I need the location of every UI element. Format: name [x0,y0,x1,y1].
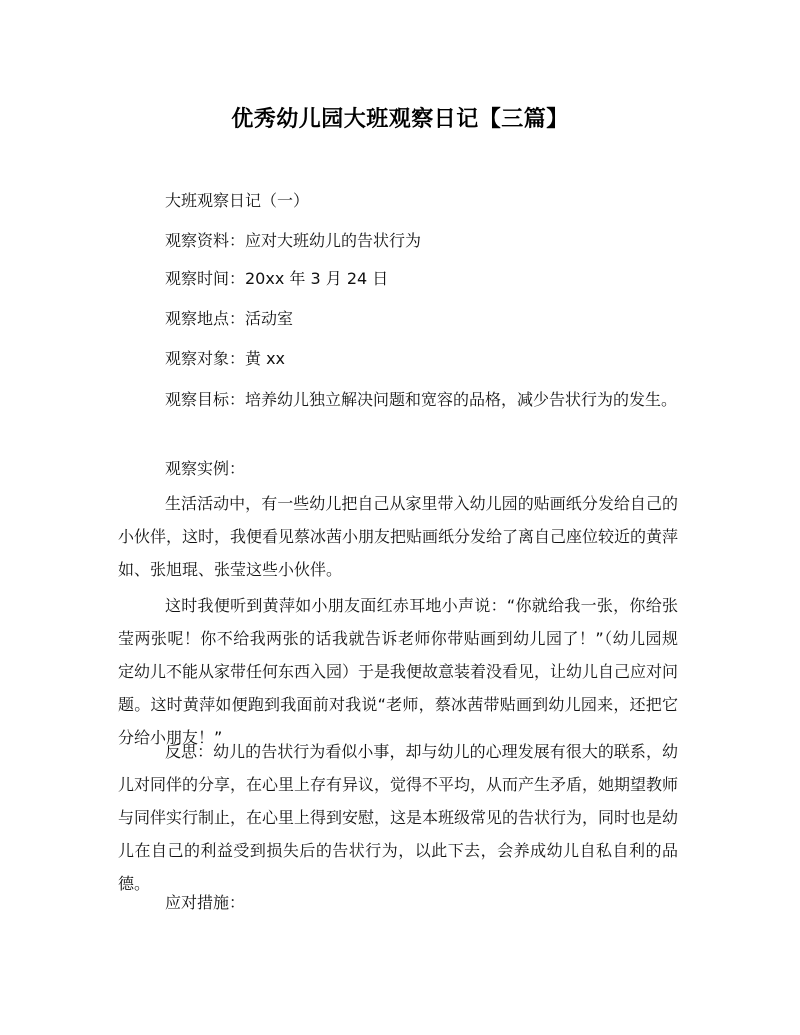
observation-subject: 观察对象：黄 xx [165,349,286,368]
paragraph-3-reflection: 反思：幼儿的告状行为看似小事，却与幼儿的心理发展有很大的联系，幼儿对同伴的分享，在心里上存有异议，觉得不平均，从而产生矛盾，她期望教师与同伴实行制止，在心里上得到安慰，这是本班级常见的告状行为，同时也是幼儿在自己的利益受到损失后的告状行为，以此下去，会养成幼儿自私自利的品德。 [118,742,679,893]
measures-heading: 应对措施： [165,893,246,912]
example-heading: 观察实例： [165,459,246,478]
paragraph-1: 生活活动中，有一些幼儿把自己从家里带入幼儿园的贴画纸分发给自己的小伙伴，这时，我便看见蔡冰茜小朋友把贴画纸分发给了离自己座位较近的黄萍如、张旭琨、张莹这些小伙伴。 [118,494,679,579]
observation-material: 观察资料：应对大班幼儿的告状行为 [165,231,422,250]
observation-goal: 观察目标：培养幼儿独立解决问题和宽容的品格，减少告状行为的发生。 [165,390,678,409]
observation-time: 观察时间：20xx 年 3 月 24 日 [165,269,389,288]
document-title: 优秀幼儿园大班观察日记【三篇】 [231,107,569,132]
section-heading: 大班观察日记（一） [165,191,310,210]
paragraph-2: 这时我便听到黄萍如小朋友面红赤耳地小声说：“你就给我一张，你给张莹两张呢！你不给我两张的话我就告诉老师你带贴画到幼儿园了！”（幼儿园规定幼儿不能从家带任何东西入园）于是我便故意装着没看见，让幼儿自己应对问题。这时黄萍如便跑到我面前对我说“老师，蔡冰茜带贴画到幼儿园来，还把它分给小朋友！” [118,596,679,747]
observation-place: 观察地点：活动室 [165,309,294,328]
